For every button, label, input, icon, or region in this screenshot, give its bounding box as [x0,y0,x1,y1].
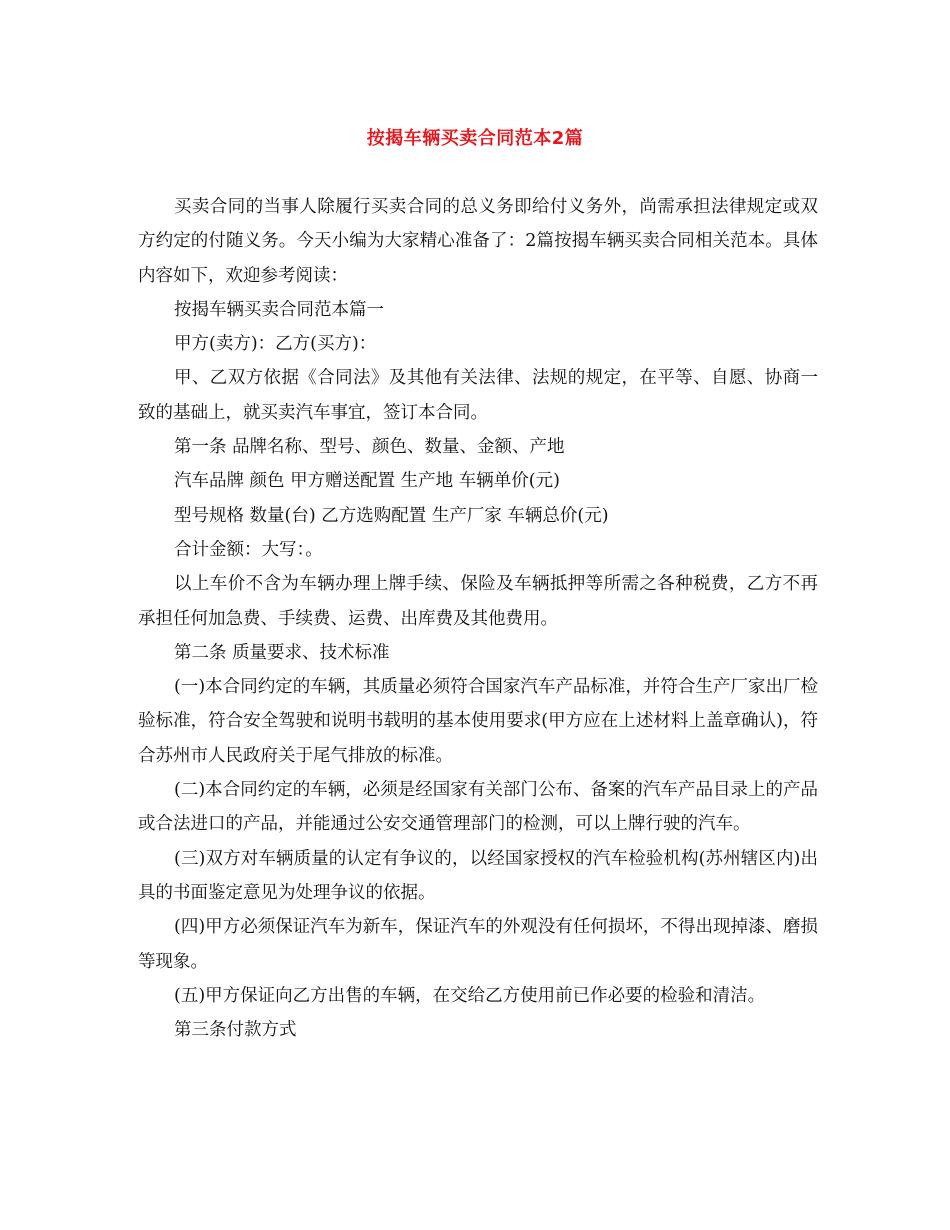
clause: (五)甲方保证向乙方出售的车辆，在交给乙方使用前已作必要的检验和清洁。 [174,985,766,1006]
paragraph: 以上车价不含为车辆办理上牌手续、保险及车辆抵押等所需之各种税费，乙方不再承担任何加急费、手续费、运费、出库费及其他费用。 [138,574,818,629]
section-heading: 按揭车辆买卖合同范本篇一 [174,299,384,320]
article-heading: 第三条付款方式 [174,1020,297,1041]
clause: (四)甲方必须保证汽车为新车，保证汽车的外观没有任何损坏，不得出现掉漆、磨损等现象。 [138,917,818,972]
table-row: 型号规格 数量(台) 乙方选购配置 生产厂家 车辆总价(元) [174,505,609,526]
document-body [138,190,818,1047]
paragraph: 甲、乙双方依据《合同法》及其他有关法律、法规的规定，在平等、自愿、协商一致的基础上，就买卖汽车事宜，签订本合同。 [138,368,818,423]
parties-line: 甲方(卖方)：乙方(买方)： [174,334,377,355]
clause: (一)本合同约定的车辆，其质量必须符合国家汽车产品标准，并符合生产厂家出厂检验标准，符合安全驾驶和说明书载明的基本使用要求(甲方应在上述材料上盖章确认)，符合苏州市人民政府关于尾气排放的标准。 [138,677,818,766]
paragraph-intro: 买卖合同的当事人除履行买卖合同的总义务即给付义务外，尚需承担法律规定或双方约定的付随义务。今天小编为大家精心准备了：2篇按揭车辆买卖合同相关范本。具体内容如下，欢迎参考阅读： [138,197,818,286]
article-heading: 第二条 质量要求、技术标准 [174,642,390,663]
table-row: 汽车品牌 颜色 甲方赠送配置 生产地 车辆单价(元) [174,471,560,492]
clause: (三)双方对车辆质量的认定有争议的，以经国家授权的汽车检验机构(苏州辖区内)出具的书面鉴定意见为处理争议的依据。 [138,848,818,903]
document-title: 按揭车辆买卖合同范本2篇 [366,128,584,149]
article-heading: 第一条 品牌名称、型号、颜色、数量、金额、产地 [174,437,565,458]
total-amount-line: 合计金额：大写：。 [174,539,323,560]
clause: (二)本合同约定的车辆，必须是经国家有关部门公布、备案的汽车产品目录上的产品或合法进口的产品，并能通过公安交通管理部门的检测，可以上牌行驶的汽车。 [138,780,818,835]
